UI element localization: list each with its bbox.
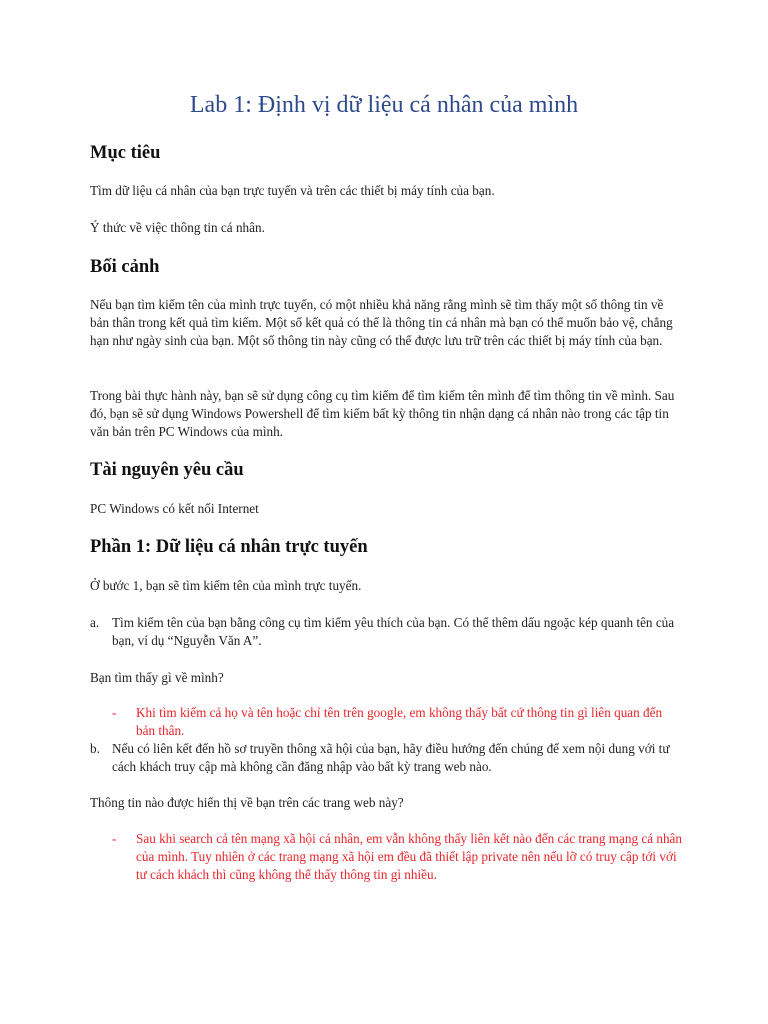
step-a-text: Tìm kiếm tên của bạn bằng công cụ tìm kiếm yêu thích của bạn. Có thể thêm dấu ngoặc kép quanh tên của bạn, ví dụ “Nguyễn Văn A”. [112, 615, 675, 648]
step-a [90, 614, 682, 650]
step-b-marker: b. [90, 741, 100, 756]
answer-2-marker: - [112, 831, 117, 846]
answer-1 [112, 704, 682, 740]
resources-paragraph: PC Windows có kết nối Internet [90, 501, 259, 516]
question-1: Bạn tìm thấy gì về mình? [90, 670, 224, 685]
objectives-paragraph-2: Ý thức về việc thông tin cá nhân. [90, 220, 265, 235]
heading-background: Bối cảnh [90, 257, 160, 277]
heading-objectives: Mục tiêu [90, 143, 161, 163]
question-2: Thông tin nào được hiển thị về bạn trên các trang web này? [90, 795, 404, 810]
background-paragraph-1: Nếu bạn tìm kiếm tên của mình trực tuyến, có một nhiều khả năng rằng mình sẽ tìm thấy một số thông tin về bản thân trong kết quả tìm kiếm. Một số kết quả có thể là thông tin cá nhân mà bạn có thể muốn bảo vệ, chẳng hạn như ngày sinh của bạn. Một số thông tin này cũng có thể được lưu trữ trên các thiết bị máy tính của bạn. [90, 297, 673, 348]
heading-part-1: Phần 1: Dữ liệu cá nhân trực tuyến [90, 537, 368, 557]
answer-1-marker: - [112, 705, 117, 720]
answer-2 [112, 830, 682, 884]
objectives-paragraph-1: Tìm dữ liệu cá nhân của bạn trực tuyến và trên các thiết bị máy tính của bạn. [90, 183, 495, 198]
document-title: Lab 1: Định vị dữ liệu cá nhân của mình [189, 92, 579, 118]
step-b [90, 740, 682, 776]
heading-resources: Tài nguyên yêu cầu [90, 460, 244, 480]
answer-2-text: Sau khi search cả tên mạng xã hội cá nhân, em vẫn không thấy liên kết nào đến các trang mạng cá nhân của mình. Tuy nhiên ở các trang mạng xã hội em đều đã thiết lập private nên nếu lỡ có truy cập tới với tư cách khách thì cũng không thể thấy thông tin gì nhiều. [136, 831, 682, 882]
step-b-text: Nếu có liên kết đến hồ sơ truyền thông xã hội của bạn, hãy điều hướng đến chúng để xem nội dung với tư cách khách truy cập mà không cần đăng nhập vào bất kỳ trang web nào. [112, 741, 670, 774]
part1-intro: Ở bước 1, bạn sẽ tìm kiếm tên của mình trực tuyến. [90, 578, 362, 593]
step-a-marker: a. [90, 615, 100, 630]
background-paragraph-2: Trong bài thực hành này, bạn sẽ sử dụng công cụ tìm kiếm để tìm kiếm tên mình để tìm thông tin về mình. Sau đó, bạn sẽ sử dụng Windows Powershell để tìm kiếm bất kỳ thông tin nhận dạng cá nhân nào trong các tập tin văn bản trên PC Windows của mình. [90, 388, 675, 439]
answer-1-text: Khi tìm kiếm cả họ và tên hoặc chỉ tên trên google, em không thấy bất cứ thông tin gì liên quan đến bản thân. [136, 705, 663, 738]
